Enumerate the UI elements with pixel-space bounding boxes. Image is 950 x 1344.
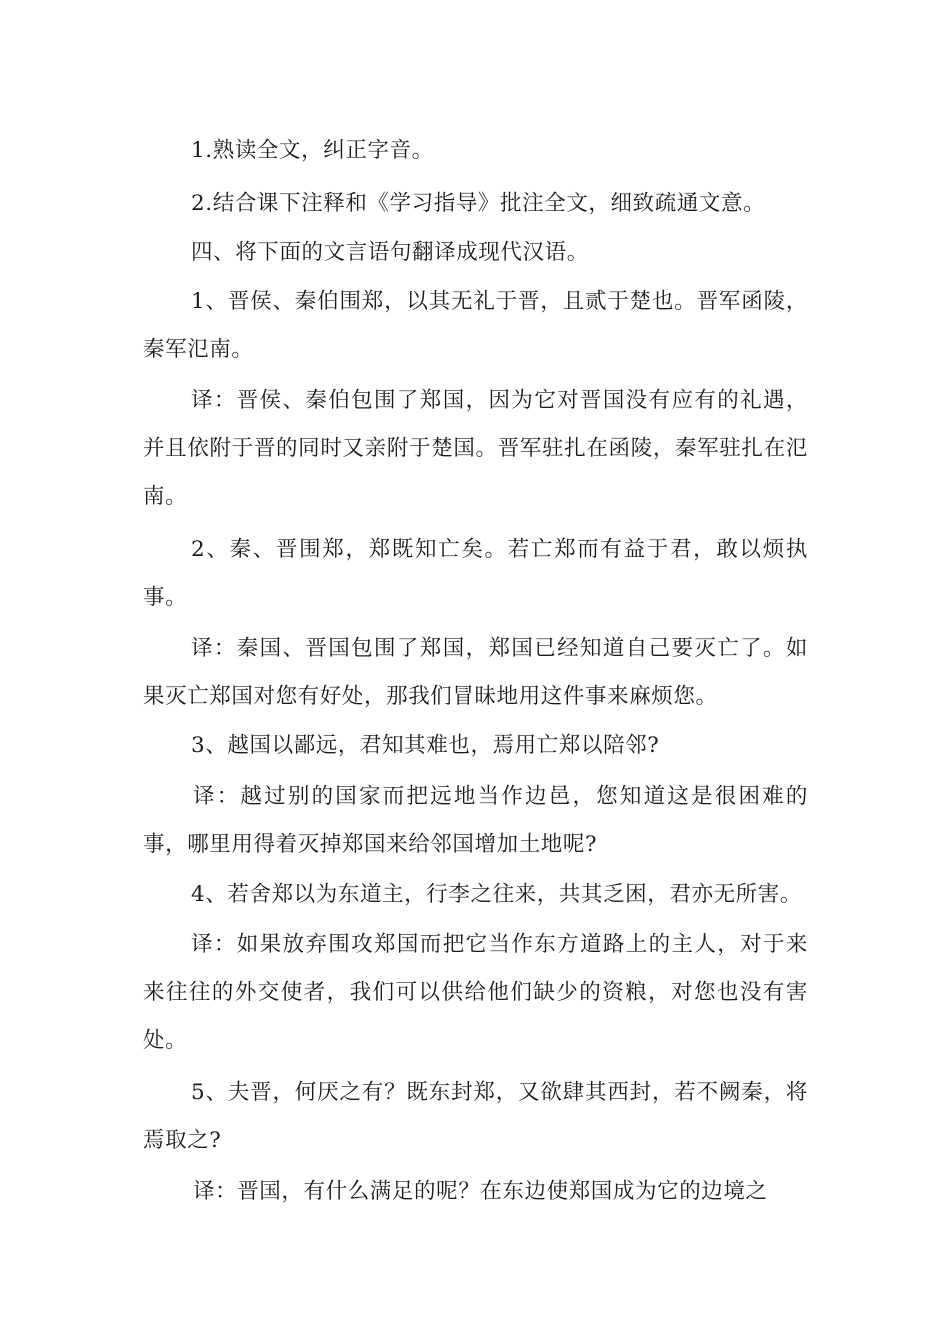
translation-5: 译：晋国，有什么满足的呢？在东边使郑国成为它的边境之 <box>193 1179 768 1204</box>
sentence-3: 3、越国以鄙远，君知其难也，焉用亡郑以陪邻? <box>191 733 660 758</box>
sentence-2: 2、秦、晋围郑，郑既知亡矣。若亡郑而有益于君，敢以烦执事。 <box>143 537 808 610</box>
sentence-1: 1、晋侯、秦伯围郑，以其无礼于晋，且贰于楚也。晋军函陵，秦军氾南。 <box>143 289 808 362</box>
study-step-1: 1.熟读全文，纠正字音。 <box>191 138 434 163</box>
translation-2: 译：秦国、晋国包围了郑国，郑国已经知道自己要灭亡了。如果灭亡郑国对您有好处，那我们冒昧地用这件事来麻烦您。 <box>143 636 808 709</box>
translation-3: 译：越过别的国家而把远地当作边邑，您知道这是很困难的事，哪里用得着灭掉郑国来给邻国增加土地呢? <box>143 784 808 857</box>
translation-4: 译：如果放弃围攻郑国而把它当作东方道路上的主人，对于来来往往的外交使者，我们可以供给他们缺少的资粮，对您也没有害处。 <box>143 932 808 1053</box>
study-step-2: 2.结合课下注释和《学习指导》批注全文，细致疏通文意。 <box>191 191 766 216</box>
sentence-4: 4、若舍郑以为东道主，行李之往来，共其乏困，君亦无所害。 <box>191 882 802 907</box>
section-heading-translation: 四、将下面的文言语句翻译成现代汉语。 <box>191 240 589 265</box>
translation-1: 译：晋侯、秦伯包围了郑国，因为它对晋国没有应有的礼遇，并且依附于晋的同时又亲附于楚国。晋军驻扎在函陵，秦军驻扎在氾南。 <box>143 388 808 509</box>
sentence-5: 5、夫晋，何厌之有？既东封郑，又欲肆其西封，若不阙秦，将焉取之? <box>143 1080 808 1153</box>
